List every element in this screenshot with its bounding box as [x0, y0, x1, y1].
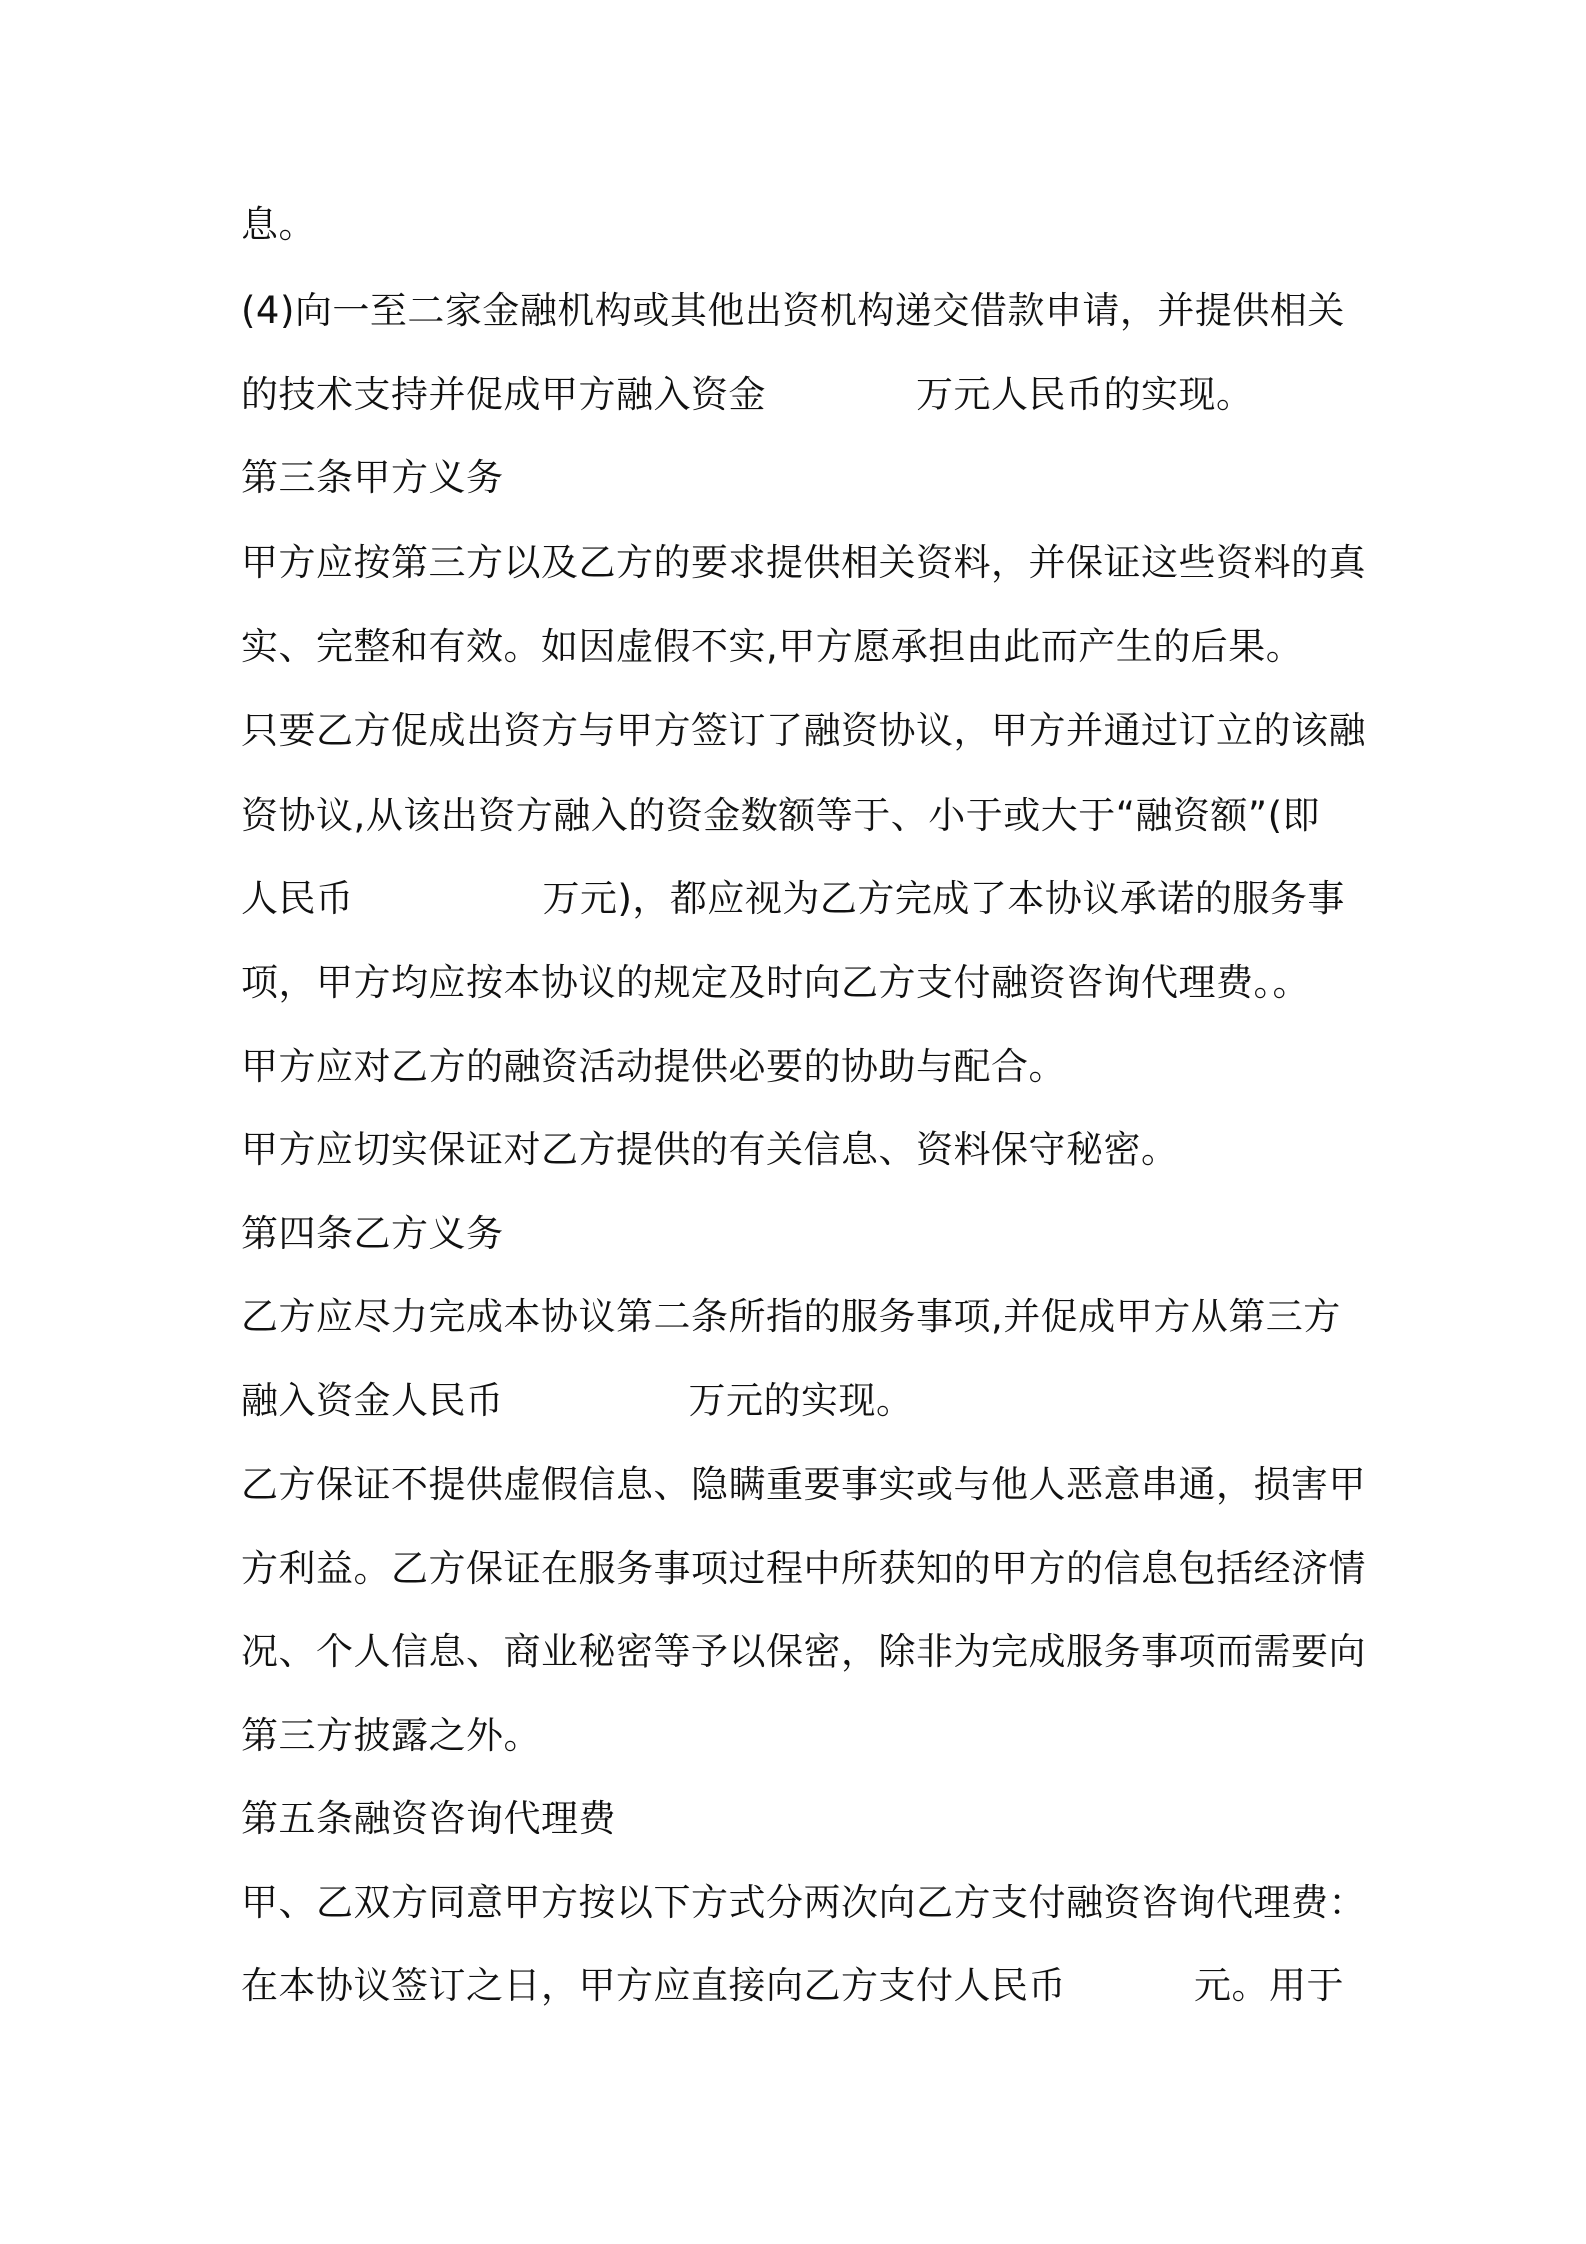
line-text: 况、个人信息、商业秘密等予以保密，除非为完成服务事项而需要向	[241, 1630, 1366, 1673]
text-line	[241, 617, 1361, 677]
line-text: 元。用于	[1194, 1964, 1344, 2007]
line-text: 的技术支持并促成甲方融入资金	[241, 373, 766, 416]
text-line	[241, 195, 1361, 255]
heading-text: 第三条甲方义务	[241, 456, 504, 499]
text-line	[241, 365, 1361, 425]
line-text: 资协议,从该出资方融入的资金数额等于、小于或大于“融资额”(即	[241, 794, 1321, 837]
line-text: 甲方应切实保证对乙方提供的有关信息、资料保守秘密。	[241, 1128, 1179, 1171]
text-line	[241, 1287, 1361, 1347]
text-line	[241, 869, 1361, 929]
line-text: 甲方应对乙方的融资活动提供必要的协助与配合。	[241, 1045, 1066, 1088]
text-line	[241, 1873, 1366, 1933]
line-text: 项，甲方均应按本协议的规定及时向乙方支付融资咨询代理费。。	[241, 961, 1310, 1004]
text-line	[241, 533, 1366, 593]
line-text: 只要乙方促成出资方与甲方签订了融资协议，甲方并通过订立的该融	[241, 709, 1366, 752]
section-heading	[241, 1789, 1361, 1849]
text-line	[241, 1956, 1361, 2016]
line-text: 在本协议签订之日，甲方应直接向乙方支付人民币	[241, 1964, 1066, 2007]
line-text: 万元人民币的实现。	[916, 373, 1254, 416]
line-text: 甲、乙双方同意甲方按以下方式分两次向乙方支付融资咨询代理费：	[241, 1881, 1366, 1924]
line-text: 乙方保证不提供虚假信息、隐瞒重要事实或与他人恶意串通，损害甲	[241, 1463, 1366, 1506]
line-text: 万元的实现。	[688, 1379, 914, 1422]
line-text: 乙方应尽力完成本协议第二条所指的服务事项,并促成甲方从第三方	[241, 1295, 1341, 1338]
text-line	[241, 1539, 1366, 1599]
text-line	[241, 786, 1361, 846]
line-text: 甲方应按第三方以及乙方的要求提供相关资料，并保证这些资料的真	[241, 541, 1366, 584]
line-text: 融入资金人民币	[241, 1379, 504, 1422]
text-line	[241, 953, 1361, 1013]
line-text: 人民币	[241, 877, 354, 920]
text-line	[241, 1037, 1361, 1097]
text-line	[241, 1455, 1366, 1515]
section-heading	[241, 1204, 1361, 1264]
heading-text: 第五条融资咨询代理费	[241, 1797, 616, 1840]
text-line	[241, 281, 1361, 341]
section-heading	[241, 448, 1361, 508]
line-text: 方利益。乙方保证在服务事项过程中所获知的甲方的信息包括经济情	[241, 1547, 1366, 1590]
line-text: (4)向一至二家金融机构或其他出资机构递交借款申请，并提供相关	[241, 289, 1345, 332]
text-line	[241, 1371, 1361, 1431]
line-text: 第三方披露之外。	[241, 1714, 541, 1757]
line-text: 息。	[241, 203, 316, 246]
text-line	[241, 1120, 1361, 1180]
line-text: 实、完整和有效。如因虚假不实,甲方愿承担由此而产生的后果。	[241, 625, 1304, 668]
text-line	[241, 1622, 1366, 1682]
heading-text: 第四条乙方义务	[241, 1212, 504, 1255]
text-line	[241, 1706, 1361, 1766]
text-line	[241, 701, 1366, 761]
line-text: 万元)，都应视为乙方完成了本协议承诺的服务事	[542, 877, 1345, 920]
